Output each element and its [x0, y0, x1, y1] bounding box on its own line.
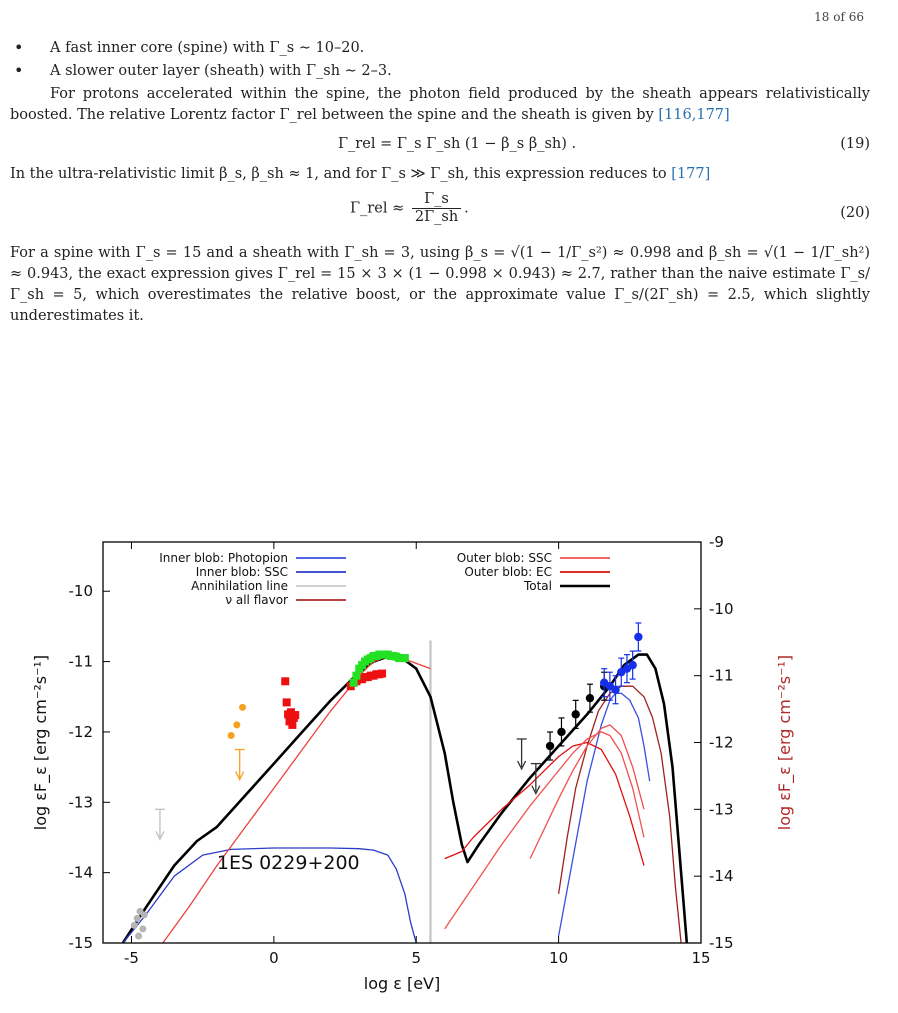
y-tick-right-label: -13	[709, 800, 734, 819]
data-point-gamma-black	[557, 728, 565, 736]
equation-20-lhs: Γ_rel ≈	[350, 200, 405, 217]
data-point-gamma-black	[572, 710, 580, 718]
paragraph-2-text: In the ultra-relativistic limit β_s, β_sh ≈ 1, and for Γ_s ≫ Γ_sh, this expression reduces to	[10, 166, 667, 182]
data-point-optical-gray	[134, 915, 141, 922]
equation-20-number: (20)	[840, 205, 870, 221]
x-tick-label: 0	[269, 949, 279, 967]
data-point-gamma-blue	[611, 686, 619, 694]
y-tick-label: -14	[68, 863, 93, 882]
data-point-xray-green	[350, 679, 358, 687]
citation-link[interactable]: [116,177]	[658, 107, 730, 123]
bullet-list	[10, 38, 870, 82]
series-line-0	[123, 655, 687, 943]
x-tick-label: 10	[549, 949, 569, 967]
data-point-xray-red	[288, 721, 296, 729]
y-tick-right-label: -14	[709, 867, 734, 886]
y-tick-label: -10	[68, 582, 93, 601]
data-point-optical-gray	[135, 932, 142, 939]
legend-label: Total	[523, 579, 552, 593]
series-line-4	[163, 656, 431, 943]
equation-20-body: Γ_rel ≈ $\frac{\Gamma\_s}{2\Gamma\_sh}$ .	[350, 191, 469, 225]
sed-chart	[0, 530, 898, 1013]
bullet-spine: • A fast inner core (spine) with Γ_s ∼ 10–20.	[10, 38, 870, 59]
x-axis-label: log ε [eV]	[363, 974, 441, 993]
equation-20-numerator: Γ_s	[412, 191, 461, 209]
y-tick-right-label: -15	[709, 934, 734, 952]
data-point-xray-red	[378, 670, 386, 678]
data-point-xray-green	[392, 653, 400, 661]
data-point-uv-orange	[233, 721, 240, 728]
bullet-sheath: • A slower outer layer (sheath) with Γ_sh ∼ 2–3.	[10, 61, 870, 82]
legend-label: Outer blob: SSC	[456, 551, 552, 565]
legend-label: Inner blob: SSC	[195, 565, 288, 579]
data-point-gamma-blue	[628, 661, 636, 669]
equation-19-body: Γ_rel = Γ_s Γ_sh (1 − β_s β_sh) .	[338, 136, 577, 152]
data-point-uv-orange	[228, 732, 235, 739]
equation-20-fraction	[412, 191, 461, 226]
y-tick-right-label: -12	[709, 733, 734, 752]
equation-20-denominator: 2Γ_sh	[414, 209, 459, 225]
citation-link[interactable]: [177]	[671, 166, 711, 182]
plot-frame	[103, 542, 701, 943]
y-tick-right-label: -11	[709, 666, 734, 685]
equation-19-number: (19)	[840, 136, 870, 152]
article-text	[10, 36, 870, 329]
y-axis-right-label: log εF_ε [erg cm⁻²s⁻¹]	[775, 654, 794, 831]
data-point-gamma-black	[586, 694, 594, 702]
data-point-uv-orange	[239, 704, 246, 711]
data-point-gamma-blue	[634, 633, 642, 641]
data-point-optical-gray	[131, 922, 138, 929]
x-tick-label: 15	[691, 949, 711, 967]
data-point-xray-red	[281, 677, 289, 685]
y-tick-label: -15	[68, 934, 93, 952]
data-point-xray-green	[352, 672, 360, 680]
y-tick-label: -12	[68, 722, 93, 741]
data-point-optical-gray	[141, 911, 148, 918]
data-point-xray-green	[401, 654, 409, 662]
y-tick-right-label: -9	[709, 533, 724, 551]
legend-label: Annihilation line	[191, 579, 288, 593]
paragraph-3: For a spine with Γ_s = 15 and a sheath with Γ_sh = 3, using β_s = √(1 − 1/Γ_s²) ≈ 0.998 and β_sh = √(1 − 1/Γ_sh²) ≈ 0.943, the exact expression gives Γ_rel = 15 × 3 × (1 − 0.998 × 0.943) ≈ 2.7, rather than the naive estimate Γ_s/Γ_sh = 5, which overestimates the relative boost, or the approximate value Γ_s/(2Γ_sh) = 2.5, which slightly underestimates it.	[10, 245, 870, 324]
legend-label: Inner blob: Photopion	[159, 551, 288, 565]
data-point-xray-red	[283, 698, 291, 706]
paragraph-2	[10, 164, 870, 185]
paragraph-1	[10, 84, 870, 126]
y-tick-label: -13	[68, 793, 93, 812]
data-point-optical-gray	[139, 925, 146, 932]
legend-label: Outer blob: EC	[464, 565, 552, 579]
data-point-xray-red	[291, 711, 299, 719]
chart-annotation: 1ES 0229+200	[216, 852, 360, 875]
y-tick-label: -11	[68, 652, 93, 671]
x-tick-label: -5	[123, 949, 139, 967]
legend-label: ν all flavor	[225, 593, 288, 607]
data-point-gamma-black	[546, 742, 554, 750]
equation-20	[10, 187, 870, 241]
x-tick-label: 5	[411, 949, 422, 967]
plot-area	[123, 623, 687, 943]
paragraph-1-text: For protons accelerated within the spine, the photon field produced by the sheath appears relativistically boosted. The relative Lorentz factor Γ_rel between the spine and the sheath is given by	[10, 86, 870, 123]
y-axis-label: log εF_ε [erg cm⁻²s⁻¹]	[31, 654, 50, 831]
equation-19	[10, 128, 870, 162]
y-tick-right-label: -10	[709, 599, 734, 618]
page-number: 18 of 66	[814, 10, 864, 24]
sed-figure	[0, 530, 898, 1013]
